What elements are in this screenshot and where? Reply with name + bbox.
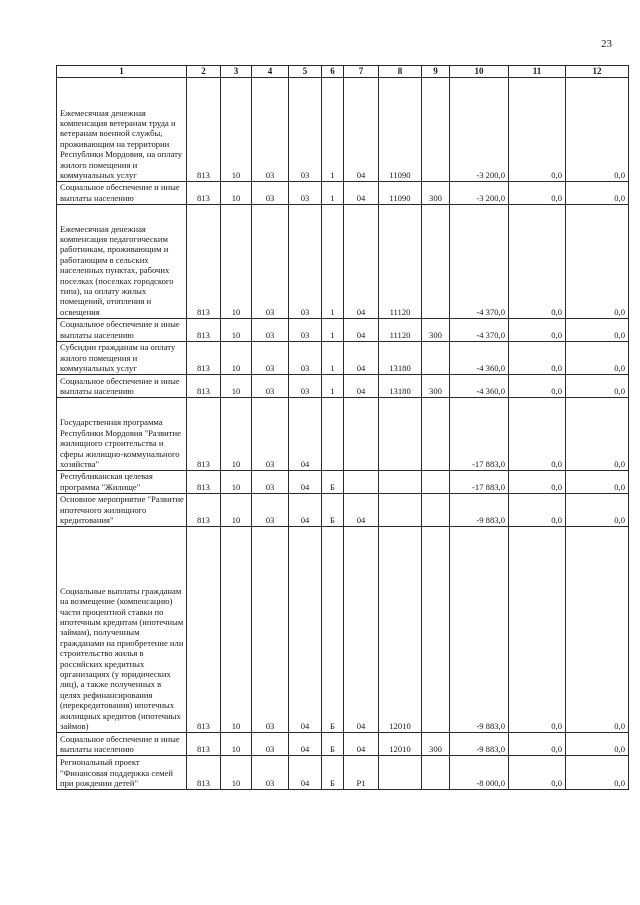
subsection-code-cell: 03 — [252, 471, 289, 494]
direction-code-cell — [379, 471, 422, 494]
amount-change-cell: -9 883,0 — [450, 733, 509, 756]
event-code-cell: 04 — [344, 494, 379, 527]
amount-year-3-cell: 0,0 — [566, 733, 629, 756]
table-row — [57, 494, 629, 527]
amount-year-2-cell: 0,0 — [509, 78, 566, 182]
program-code-cell: 03 — [289, 182, 322, 205]
header-cell: 10 — [450, 66, 509, 78]
section-code-cell: 10 — [221, 733, 252, 756]
subprogram-code-cell: 1 — [322, 205, 344, 319]
amount-year-2-cell: 0,0 — [509, 205, 566, 319]
subsection-code-cell: 03 — [252, 733, 289, 756]
subsection-code-cell: 03 — [252, 527, 289, 733]
subsection-code-cell: 03 — [252, 375, 289, 398]
amount-change-cell: -3 200,0 — [450, 182, 509, 205]
ministry-code-cell: 813 — [187, 319, 221, 342]
event-code-cell — [344, 471, 379, 494]
subprogram-code-cell: Б — [322, 756, 344, 790]
amount-year-3-cell: 0,0 — [566, 527, 629, 733]
item-name-cell: Государственная программа Республики Мордовия "Развитие жилищного строительства и сферы жилищно-коммунального хозяйства" — [57, 398, 187, 471]
item-name-cell: Социальное обеспечение и иные выплаты населению — [57, 319, 187, 342]
amount-year-3-cell: 0,0 — [566, 182, 629, 205]
amount-year-2-cell: 0,0 — [509, 494, 566, 527]
section-code-cell: 10 — [221, 471, 252, 494]
amount-year-2-cell: 0,0 — [509, 527, 566, 733]
expense-type-code-cell — [422, 342, 450, 375]
amount-change-cell: -4 370,0 — [450, 319, 509, 342]
subsection-code-cell: 03 — [252, 756, 289, 790]
subsection-code-cell: 03 — [252, 182, 289, 205]
item-name-cell: Республиканская целевая программа "Жилище" — [57, 471, 187, 494]
section-code-cell: 10 — [221, 756, 252, 790]
section-code-cell: 10 — [221, 205, 252, 319]
subsection-code-cell: 03 — [252, 205, 289, 319]
table-row — [57, 342, 629, 375]
item-name-cell: Субсидии гражданам на оплату жилого помещения и коммунальных услуг — [57, 342, 187, 375]
header-cell: 2 — [187, 66, 221, 78]
event-code-cell: 04 — [344, 527, 379, 733]
subsection-code-cell: 03 — [252, 398, 289, 471]
amount-year-3-cell: 0,0 — [566, 756, 629, 790]
expense-type-code-cell — [422, 78, 450, 182]
ministry-code-cell: 813 — [187, 205, 221, 319]
item-name-cell: Региональный проект "Финансовая поддержка семей при рождении детей" — [57, 756, 187, 790]
amount-year-2-cell: 0,0 — [509, 756, 566, 790]
program-code-cell: 03 — [289, 205, 322, 319]
amount-year-3-cell: 0,0 — [566, 375, 629, 398]
ministry-code-cell: 813 — [187, 398, 221, 471]
section-code-cell: 10 — [221, 319, 252, 342]
expense-type-code-cell: 300 — [422, 375, 450, 398]
table-row — [57, 398, 629, 471]
amount-year-2-cell: 0,0 — [509, 182, 566, 205]
expense-type-code-cell — [422, 527, 450, 733]
ministry-code-cell: 813 — [187, 756, 221, 790]
section-code-cell: 10 — [221, 78, 252, 182]
program-code-cell: 03 — [289, 375, 322, 398]
direction-code-cell — [379, 398, 422, 471]
header-cell: 3 — [221, 66, 252, 78]
item-name-cell: Ежемесячная денежная компенсация ветеранам труда и ветеранам военной службы, проживающим на территории Республики Мордовия, на оплату жилого помещения и коммунальных услуг — [57, 78, 187, 182]
subprogram-code-cell: Б — [322, 494, 344, 527]
direction-code-cell: 12010 — [379, 733, 422, 756]
amount-year-3-cell: 0,0 — [566, 398, 629, 471]
table-row — [57, 205, 629, 319]
amount-change-cell: -9 883,0 — [450, 494, 509, 527]
program-code-cell: 04 — [289, 494, 322, 527]
header-cell: 5 — [289, 66, 322, 78]
header-cell: 1 — [57, 66, 187, 78]
table-row — [57, 733, 629, 756]
event-code-cell: P1 — [344, 756, 379, 790]
table-row — [57, 182, 629, 205]
table-row — [57, 78, 629, 182]
expense-type-code-cell: 300 — [422, 733, 450, 756]
amount-change-cell: -17 883,0 — [450, 471, 509, 494]
subprogram-code-cell: Б — [322, 471, 344, 494]
section-code-cell: 10 — [221, 182, 252, 205]
subprogram-code-cell: Б — [322, 527, 344, 733]
section-code-cell: 10 — [221, 342, 252, 375]
program-code-cell: 04 — [289, 527, 322, 733]
header-cell: 11 — [509, 66, 566, 78]
amount-year-3-cell: 0,0 — [566, 205, 629, 319]
subprogram-code-cell: 1 — [322, 182, 344, 205]
event-code-cell: 04 — [344, 733, 379, 756]
event-code-cell: 04 — [344, 205, 379, 319]
ministry-code-cell: 813 — [187, 471, 221, 494]
item-name-cell: Социальные выплаты гражданам на возмещение (компенсацию) части процентной ставки по ипотечным кредитам (ипотечным займам), полученным гражданами на приобретение или строительство жилья в российских кредитных организациях (у юридических лиц), а также полученных в целях рефинансирования (перекредитования) ипотечных жилищных кредитов (ипотечных займов) — [57, 527, 187, 733]
subprogram-code-cell: Б — [322, 733, 344, 756]
expense-type-code-cell: 300 — [422, 319, 450, 342]
amount-year-2-cell: 0,0 — [509, 733, 566, 756]
section-code-cell: 10 — [221, 494, 252, 527]
item-name-cell: Социальное обеспечение и иные выплаты населению — [57, 375, 187, 398]
amount-year-3-cell: 0,0 — [566, 319, 629, 342]
table-row — [57, 319, 629, 342]
ministry-code-cell: 813 — [187, 182, 221, 205]
subprogram-code-cell: 1 — [322, 319, 344, 342]
event-code-cell: 04 — [344, 78, 379, 182]
budget-table — [56, 65, 629, 790]
page-number: 23 — [601, 38, 612, 50]
event-code-cell: 04 — [344, 182, 379, 205]
header-cell: 8 — [379, 66, 422, 78]
program-code-cell: 04 — [289, 398, 322, 471]
amount-year-2-cell: 0,0 — [509, 319, 566, 342]
amount-change-cell: -3 200,0 — [450, 78, 509, 182]
amount-change-cell: -4 360,0 — [450, 342, 509, 375]
item-name-cell: Ежемесячная денежная компенсация педагогическим работникам, проживающим и работающим в сельских населенных пунктах, рабочих поселках (поселках городского типа), на оплату жилых помещений, отопления и освещения — [57, 205, 187, 319]
event-code-cell: 04 — [344, 342, 379, 375]
header-cell: 9 — [422, 66, 450, 78]
program-code-cell: 04 — [289, 733, 322, 756]
item-name-cell: Основное мероприятие "Развитие ипотечного жилищного кредитования" — [57, 494, 187, 527]
direction-code-cell: 11120 — [379, 319, 422, 342]
expense-type-code-cell — [422, 494, 450, 527]
direction-code-cell: 11090 — [379, 182, 422, 205]
ministry-code-cell: 813 — [187, 375, 221, 398]
amount-year-3-cell: 0,0 — [566, 494, 629, 527]
section-code-cell: 10 — [221, 527, 252, 733]
subprogram-code-cell — [322, 398, 344, 471]
header-cell: 4 — [252, 66, 289, 78]
amount-change-cell: -4 360,0 — [450, 375, 509, 398]
amount-change-cell: -4 370,0 — [450, 205, 509, 319]
subsection-code-cell: 03 — [252, 319, 289, 342]
ministry-code-cell: 813 — [187, 342, 221, 375]
amount-change-cell: -17 883,0 — [450, 398, 509, 471]
ministry-code-cell: 813 — [187, 78, 221, 182]
ministry-code-cell: 813 — [187, 494, 221, 527]
program-code-cell: 03 — [289, 319, 322, 342]
expense-type-code-cell: 300 — [422, 182, 450, 205]
direction-code-cell: 12010 — [379, 527, 422, 733]
header-cell: 12 — [566, 66, 629, 78]
event-code-cell: 04 — [344, 319, 379, 342]
direction-code-cell: 11120 — [379, 205, 422, 319]
amount-year-2-cell: 0,0 — [509, 471, 566, 494]
program-code-cell: 04 — [289, 471, 322, 494]
direction-code-cell: 13180 — [379, 375, 422, 398]
header-row — [57, 66, 629, 78]
ministry-code-cell: 813 — [187, 733, 221, 756]
amount-change-cell: -8 000,0 — [450, 756, 509, 790]
event-code-cell — [344, 398, 379, 471]
section-code-cell: 10 — [221, 375, 252, 398]
amount-year-3-cell: 0,0 — [566, 471, 629, 494]
subprogram-code-cell: 1 — [322, 375, 344, 398]
item-name-cell: Социальное обеспечение и иные выплаты населению — [57, 733, 187, 756]
amount-year-2-cell: 0,0 — [509, 375, 566, 398]
ministry-code-cell: 813 — [187, 527, 221, 733]
expense-type-code-cell — [422, 471, 450, 494]
expense-type-code-cell — [422, 398, 450, 471]
direction-code-cell — [379, 756, 422, 790]
item-name-cell: Социальное обеспечение и иные выплаты населению — [57, 182, 187, 205]
expense-type-code-cell — [422, 756, 450, 790]
expense-type-code-cell — [422, 205, 450, 319]
amount-year-3-cell: 0,0 — [566, 78, 629, 182]
header-cell: 7 — [344, 66, 379, 78]
table-row — [57, 756, 629, 790]
table-body — [57, 78, 629, 790]
subprogram-code-cell: 1 — [322, 342, 344, 375]
direction-code-cell — [379, 494, 422, 527]
subsection-code-cell: 03 — [252, 342, 289, 375]
subprogram-code-cell: 1 — [322, 78, 344, 182]
table-row — [57, 527, 629, 733]
header-cell: 6 — [322, 66, 344, 78]
subsection-code-cell: 03 — [252, 494, 289, 527]
subsection-code-cell: 03 — [252, 78, 289, 182]
amount-year-2-cell: 0,0 — [509, 398, 566, 471]
amount-change-cell: -9 883,0 — [450, 527, 509, 733]
program-code-cell: 03 — [289, 342, 322, 375]
section-code-cell: 10 — [221, 398, 252, 471]
amount-year-2-cell: 0,0 — [509, 342, 566, 375]
event-code-cell: 04 — [344, 375, 379, 398]
program-code-cell: 03 — [289, 78, 322, 182]
program-code-cell: 04 — [289, 756, 322, 790]
direction-code-cell: 13180 — [379, 342, 422, 375]
amount-year-3-cell: 0,0 — [566, 342, 629, 375]
table-row — [57, 375, 629, 398]
direction-code-cell: 11090 — [379, 78, 422, 182]
table-row — [57, 471, 629, 494]
